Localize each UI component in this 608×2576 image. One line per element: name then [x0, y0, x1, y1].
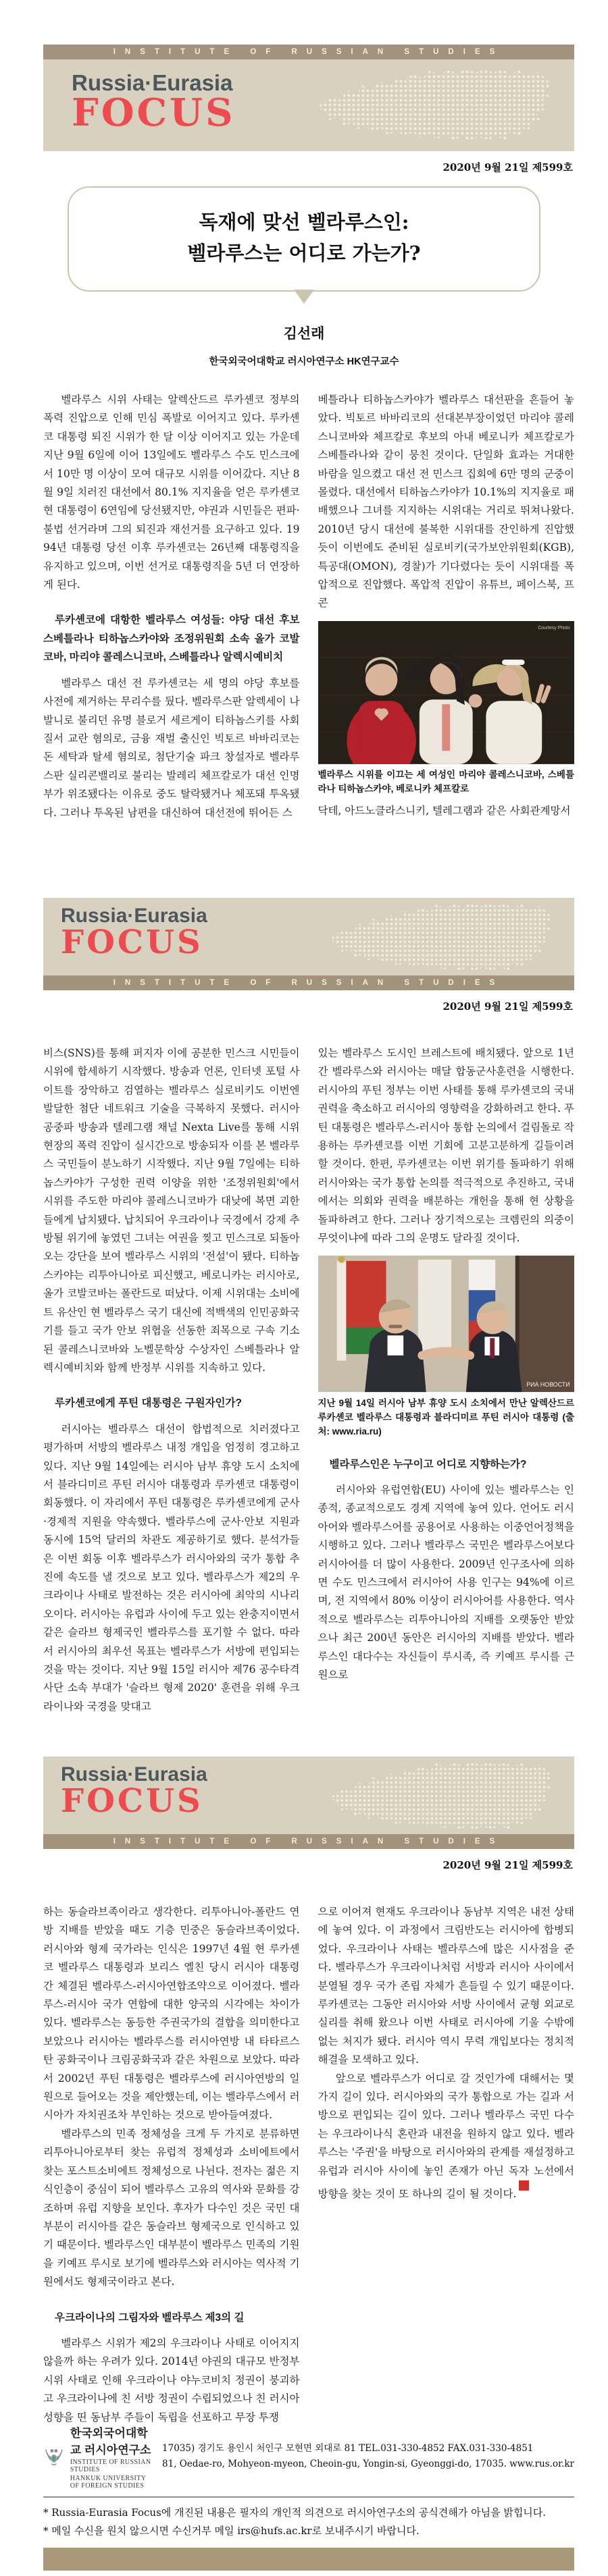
brand-logo — [72, 70, 235, 135]
page-3 — [0, 1717, 608, 2576]
issue-date: 2020년 9월 21일 제599호 — [442, 161, 573, 173]
photo1-caption: 벨라루스 시위를 이끄는 세 여성인 마리야 콜레스니코바, 스베틀라나 티하놉스카야, 베로니카 체프칼로 — [318, 769, 574, 794]
article-end-mark: RS — [519, 2180, 529, 2191]
footer-address-kr: 17035) 경기도 용인시 처인구 모현면 외대로 81 TEL.031-330-4852 FAX.031-330-4851 — [162, 2443, 534, 2454]
masthead — [43, 898, 574, 975]
section-heading: 루카셴코에게 푸틴 대통령은 구원자인가? — [55, 1397, 242, 1410]
brand-line2: FOCUS — [61, 1782, 203, 1820]
footer-note-unsubscribe: * 메일 수신을 원치 않으시면 수신거부 메일 irs@hufs.ac.kr로 보내주시기 바랍니다. — [43, 2525, 420, 2537]
title-bubble — [68, 186, 540, 292]
paragraph: 벨라루스 시위 사태는 알렉산드르 루카셴코 정부의 폭력 진압으로 인해 민심 폭발로 이어지고 있다. 루카셴코 대통령 퇴진 시위가 한 달 이상 이어지고 있는 가운데 지난 9월 6일에 이어 13일에도 벨라루스 수도 민스크에서 10만 명 이상이 모여 대규모 시위를 이어갔다. 지난 8월 9일 치러진 대선에서 80.1% 지지율을 얻은 루카셴코 현 대통령이 6연임에 당선됐지만, 야권과 시민들은 편파·불법 선거라며 그의 퇴진과 재선거를 요구하고 있다. 1994년 대통령 당선 이후 루카셴코는 26년째 대통령직을 유지하고 있으며, 이번 선거로 대통령직을 5년 더 연장하게 된다. — [43, 394, 300, 591]
brand-line1: Russia·Eurasia — [61, 905, 207, 927]
paragraph: 있는 벨라루스 도시인 브레스트에 배치됐다. 앞으로 1년간 벨라루스와 러시아는 매달 합동군사훈련을 시행한다. 러시아의 푸틴 정부는 이번 사태를 통해 루카셴코의 국내 권력을 축소하고 러시아의 영향력을 강화하려고 한다. 푸틴 대통령은 벨라루스-러시아 통합 논의에서 걸림돌로 작용하는 루카셴코를 이번 기회에 고분고분하게 길들이려 할 것이다. 한편, 루카셴코는 이번 위기를 돌파하기 위해 러시아와는 국가 통합 논의를 적극적으로 추진하고, 국내에서는 의회와 권력을 배분하는 개헌을 통해 현 상황을 돌파하려고 한다. 그러나 장기적으로는 크렘린의 의중이 무엇이냐에 따라 그의 운명도 달라질 것이다. — [318, 1047, 574, 1245]
photo1-credit-text: Courtesy Photo — [537, 625, 570, 630]
page2-right-column — [318, 1044, 575, 1716]
page3-right-column — [318, 1903, 575, 2427]
page2-left-column — [43, 1044, 300, 1716]
author-name: 김선래 — [283, 326, 325, 342]
article-title-line1: 독재에 맞선 벨라루스인: — [199, 211, 409, 234]
brand-line2: FOCUS — [72, 90, 236, 135]
issue-date: 2020년 9월 21일 제599호 — [442, 1859, 573, 1871]
masthead — [43, 1756, 574, 1834]
section-heading: 루카셴코에 대항한 벨라루스 여성들: 야당 대선 후보 스베틀라나 티하놉스카야와 조정위원회 소속 올가 코발코바, 마리야 콜레스니코바, 스베틀라나 알렉시예비치 — [43, 614, 300, 664]
masthead — [43, 59, 574, 151]
paragraph: 러시아는 벨라루스 대선이 합법적으로 치러졌다고 평가하며 서방의 벨라루스 내정 개입을 엄정히 경고하고 있다. 지난 9월 14일에는 러시아 남부 휴양 도시 소치에서 블라디미르 푸틴 러시아 대통령과 루카셴코 대통령이 회동했다. 이 자리에서 푸틴 대통령은 루카셴코에게 군사·경제적 지원을 약속했다. 벨라루스에 군사·안보 지원과 동시에 15억 달러의 차관도 제공하기로 했다. 분석가들은 이번 회동 이후 벨라루스가 러시아와의 국가 통합 추진에 속도를 낼 것으로 보고 있다. 벨라루스가 제2의 우크라이나 사태로 발전하는 것은 러시아에 최악의 시나리오이다. 러시아는 유럽과 사이에 두고 있는 완충지이면서 같은 슬라브 형제국인 벨라루스를 포기할 수 없다. 따라서 러시아의 최우선 목표는 벨라루스가 서방에 편입되는 것을 막는 것이다. 지난 9월 15일 러시아 제76 공수타격사단 소속 부대가 '슬라브 형제 2020' 훈련을 위해 우크라이나와 국경을 맞대고 — [43, 1422, 300, 1713]
russia-dotted-map-icon — [313, 899, 570, 976]
photo-three-women — [318, 621, 575, 764]
page2-columns — [43, 1044, 574, 1716]
russia-dotted-map-icon — [313, 1758, 570, 1835]
section-heading: 벨라루스인은 누구이고 어디로 지향하는가? — [329, 1458, 527, 1470]
russia-dotted-map-icon — [300, 65, 570, 146]
brand-line1: Russia·Eurasia — [72, 70, 233, 95]
author-affiliation: 한국외국어대학교 러시아연구소 HK연구교수 — [209, 356, 399, 367]
section-heading: 우크라이나의 그림자와 벨라루스 제3의 길 — [55, 2311, 245, 2324]
footer-bottom-band — [43, 2548, 574, 2571]
paragraph: 벨라루스 대선 전 루카셴코는 세 명의 야당 후보를 사전에 제거하는 무리수를 뒀다. 벨라루스판 알렉세이 나발니로 불리던 유명 블로거 세르게이 티하놉스키를 사회질서 교란 혐의로, 금융 재벌 출신인 빅토르 바바리코는 돈 세탁과 탈세 혐의로, 첨단기술 파크 창설자로 벨라루스판 실리콘밸리로 불리는 발레리 체프칼로가 대선 인명부가 위조됐다는 이유로 중도 탈락됐거나 체포돼 투옥됐다. 그러나 투옥된 남편을 대신하여 대선전에 뛰어든 스 — [43, 676, 300, 819]
article-title-line2: 벨라루스는 어디로 가는가? — [187, 242, 421, 265]
issue-date: 2020년 9월 21일 제599호 — [442, 1000, 573, 1013]
photo2-watermark-text: РИА НОВОСТИ — [526, 1381, 570, 1389]
footer-divider — [43, 2496, 574, 2498]
paragraph: 비스(SNS)를 통해 퍼지자 이에 공분한 민스크 시민들이 시위에 합세하기 시작했다. 방송과 언론, 인터넷 포털 사이트를 장악하고 검열하는 벨라루스 실로비키도 이번엔 발달한 첨단 네트워크 기술을 극복하지 못했다. 러시아 공중파 방송과 텔레그램 채널 Nexta Live를 통해 시위 현장의 폭력 진압이 실시간으로 방송되자 이를 본 벨라루스 국민들이 분노하기 시작했다. 지난 9월 7일에는 티하놉스카야가 구성한 권력 이양을 위한 '조정위원회'에서 시위를 주도한 마리야 콜레스니코바가 대낮에 복면 괴한들에게 납치됐다. 납치되어 우크라이나 국경에서 강제 추방될 위기에 놓였던 그녀는 여권을 찢고 민스크로 되돌아오는 강단을 보여 벨라루스 시위의 '전설'이 됐다. 티하놉스카야는 리투아니아로 피신했고, 베로니카는 러시아로, 올가 코발코바는 폴란드로 떠났다. 이제 시위대는 소비에트 유산인 현 벨라루스 국기 대신에 적백색의 인민공화국 기를 들고 국가 안보 위협을 선동한 죄목으로 구속 기소된 콜레스니코바와 노벨문학상 수상자인 스베틀라나 알렉시예비치와 함께 반정부 시위를 지속하고 있다. — [43, 1047, 300, 1374]
footer-address-en: 81, Oedae-ro, Mohyeon-myeon, Cheoin-gu, Yongin-si, Gyeonggi-do, 17035. www.rus.or.kr — [162, 2459, 574, 2469]
brand-line2: FOCUS — [61, 923, 203, 961]
paragraph: 하는 동슬라브족이라고 생각한다. 리투아니아-폴란드 연방 지배를 받았을 때도 기층 민중은 동슬라브족이었다. 러시아와 형제 국가라는 인식은 1997년 4월 현 루카셴코 벨라루스 대통령과 보리스 옐친 당시 러시아 대통령 간 체결된 벨라루스-러시아연합조약으로 이어졌다. 벨라루스-러시아 국가 연합에 대한 양국의 시각에는 차이가 있다. 벨라루스는 동등한 주권국가의 결합을 의미한다고 보았으나 러시아는 벨라루스를 러시아연방 내 타타르스탄 공화국이나 크림공화국과 같은 차원으로 보았다. 따라서 2002년 푸틴 대통령은 벨라루스에 러시아연방의 일원으로 들어오는 것을 제안했는데, 이는 벨라루스에서 러시아가 자치권조차 부인하는 것으로 받아들여졌다. — [43, 1906, 300, 2122]
page3-columns — [43, 1903, 574, 2427]
brand-line1: Russia·Eurasia — [61, 1763, 207, 1786]
institute-band-text: INSTITUTE OF RUSSIAN STUDIES — [113, 48, 505, 56]
page-1 — [0, 0, 608, 859]
footer-institute-en1: INSTITUTE OF RUSSIAN STUDIES — [70, 2459, 151, 2473]
institute-band-text: INSTITUTE OF RUSSIAN STUDIES — [113, 979, 505, 987]
footer — [43, 2423, 574, 2571]
brand-logo — [61, 905, 207, 961]
photo-lukashenko-putin — [318, 1256, 575, 1392]
institute-band — [43, 1834, 574, 1849]
page3-left-column — [43, 1903, 300, 2427]
brand-logo — [61, 1763, 207, 1820]
institute-band-text: INSTITUTE OF RUSSIAN STUDIES — [113, 1837, 505, 1846]
institute-band — [43, 975, 574, 990]
page1-columns — [43, 391, 574, 822]
paragraph: 러시아와 유럽연합(EU) 사이에 있는 벨라루스는 인종적, 종교적으로도 경계 지역에 놓여 있다. 언어도 러시아어와 벨라루스어를 공용어로 사용하는 이중언어정책을 시행하고 있다. 그러나 벨라루스 국민은 벨라루스어보다 러시아어를 더 많이 사용한다. 2009년 인구조사에 의하면 수도 민스크에서 러시아어 사용 인구는 94%에 이르며, 전 지역에서 80% 이상이 러시아어를 사용한다. 역사적으로 벨라루스는 리투아니아의 지배를 오랫동안 받았으나 최근 200년 동안은 러시아의 지배를 받았다. 벨라루스인 대다수는 자신들이 루시족, 즉 키예프 루시를 근원으로 — [318, 1483, 574, 1681]
page1-left-column — [43, 391, 300, 822]
paragraph: 베틀라나 티하놉스카야가 벨라루스 대선판을 흔들어 놓았다. 빅토르 바바리코의 선대본부장이었던 마리야 콜레스니코바와 체프칼로 후보의 아내 베로니카 체프칼로가 스베틀라나와 같이 뭉친 것이다. 단일화 효과는 거대한 바람을 일으켰고 대선 전 민스크 집회에 6만 명의 군중이 몰렸다. 대선에서 티하놉스카야가 10.1%의 지지율로 패배했으나 그녀를 지지하는 시위대는 거리로 뛰쳐나왔다. 2010년 당시 대선에 불복한 시위대를 잔인하게 진압했듯이 이번에도 준비된 실로비키(국가보안위원회(KGB), 특공대(OMON), 경찰)가 기다렸다는 듯이 시위대를 폭압적으로 진압했다. 폭압적 진압이 유튜브, 페이스북, 프콘 — [318, 394, 574, 610]
paragraph — [318, 2070, 575, 2204]
paragraph: 벨라루스의 민족 정체성을 크게 두 가지로 분류하면 리투아니아로부터 찾는 유럽적 정체성과 소비에트에서 찾는 포스트소비에트 정체성으로 나뉜다. 전자는 젊은 지식인층이 중심이 되어 벨라루스 고유의 역사와 문화를 강조하며 유럽 지향을 보인다. 후자가 다수인 것은 국민 대부분이 러시아를 같은 동슬라브 형제국으로 인식하고 있기 때문이다. 벨라루스인 대부분이 벨라루스 민족의 기원을 키예프 루시로 보기에 벨라루스와 러시아는 역사적 기원에서도 형제국이라고 본다. — [43, 2127, 300, 2288]
page-2 — [0, 859, 608, 1717]
institute-band — [43, 45, 574, 59]
paragraph: 닥테, 아드노클라스니키, 텔레그램과 같은 사회관계망서 — [318, 804, 571, 817]
double-headed-eagle-logo-icon — [43, 2436, 65, 2477]
footer-institute-en2: HANKUK UNIVERSITY OF FOREIGN STUDIES — [70, 2475, 147, 2490]
paragraph: 벨라루스 시위가 제2의 우크라이나 사태로 이어지지 않을까 하는 우려가 있다. 2014년 야권의 대규모 반정부 시위 사태로 인해 우크라이나 야누코비치 정권이 붕괴하고 우크라이나에 친 서방 정권이 수립되었으나 친 러시아 성향을 띤 동남부 주들이 독립을 선포하고 무장 투쟁 — [43, 2336, 300, 2423]
footer-note-disclaimer: * Russia-Eurasia Focus에 개진된 내용은 필자의 개인적 의견으로 러시아연구소의 공식견해가 아님을 밝힙니다. — [43, 2506, 547, 2519]
paragraph-text: 앞으로 벨라루스가 어디로 갈 것인가에 대해서는 몇 가지 길이 있다. 러시아와의 국가 통합으로 가는 길과 서방으로 편입되는 길이 있다. 그러나 벨라루스 국민 다수는 우크라이나식 혼란과 내전을 원하지 않고 있다. 벨라루스는 '주권'을 바탕으로 러시아와의 관계를 재설정하고 유럽과 러시아 사이에 놓인 존재가 아닌 독자 노선에서 방향을 찾는 것이 또 하나의 길이 될 것이다. — [318, 2072, 574, 2201]
page1-right-column — [318, 391, 575, 822]
photo2-caption: 지난 9월 14일 러시아 남부 휴양 도시 소치에서 만난 알렉산드르 루카셴코 벨라루스 대통령과 블라디미르 푸틴 러시아 대통령 (출처: www.ria.ru) — [318, 1397, 574, 1437]
paragraph: 으로 이어져 현재도 우크라이나 동남부 지역은 내전 상태에 놓여 있다. 이 과정에서 크림반도는 러시아에 합병되었다. 우크라이나 사태는 벨라루스에 많은 시사점을 준다. 벨라루스가 우크라이나처럼 서방과 러시아 사이에서 분열될 경우 국가 존립 자체가 흔들릴 수 있기 때문이다. 루카셴코는 그동안 러시아와 서방 사이에서 균형 외교로 실리를 취해 왔으나 이번 사태로 러시아에 기울 수밖에 없는 처지가 됐다. 러시아 역시 무력 개입보다는 정치적 해결을 모색하고 있다. — [318, 1906, 574, 2066]
footer-institute-kr: 한국외국어대학교 러시아연구소 — [70, 2427, 151, 2457]
